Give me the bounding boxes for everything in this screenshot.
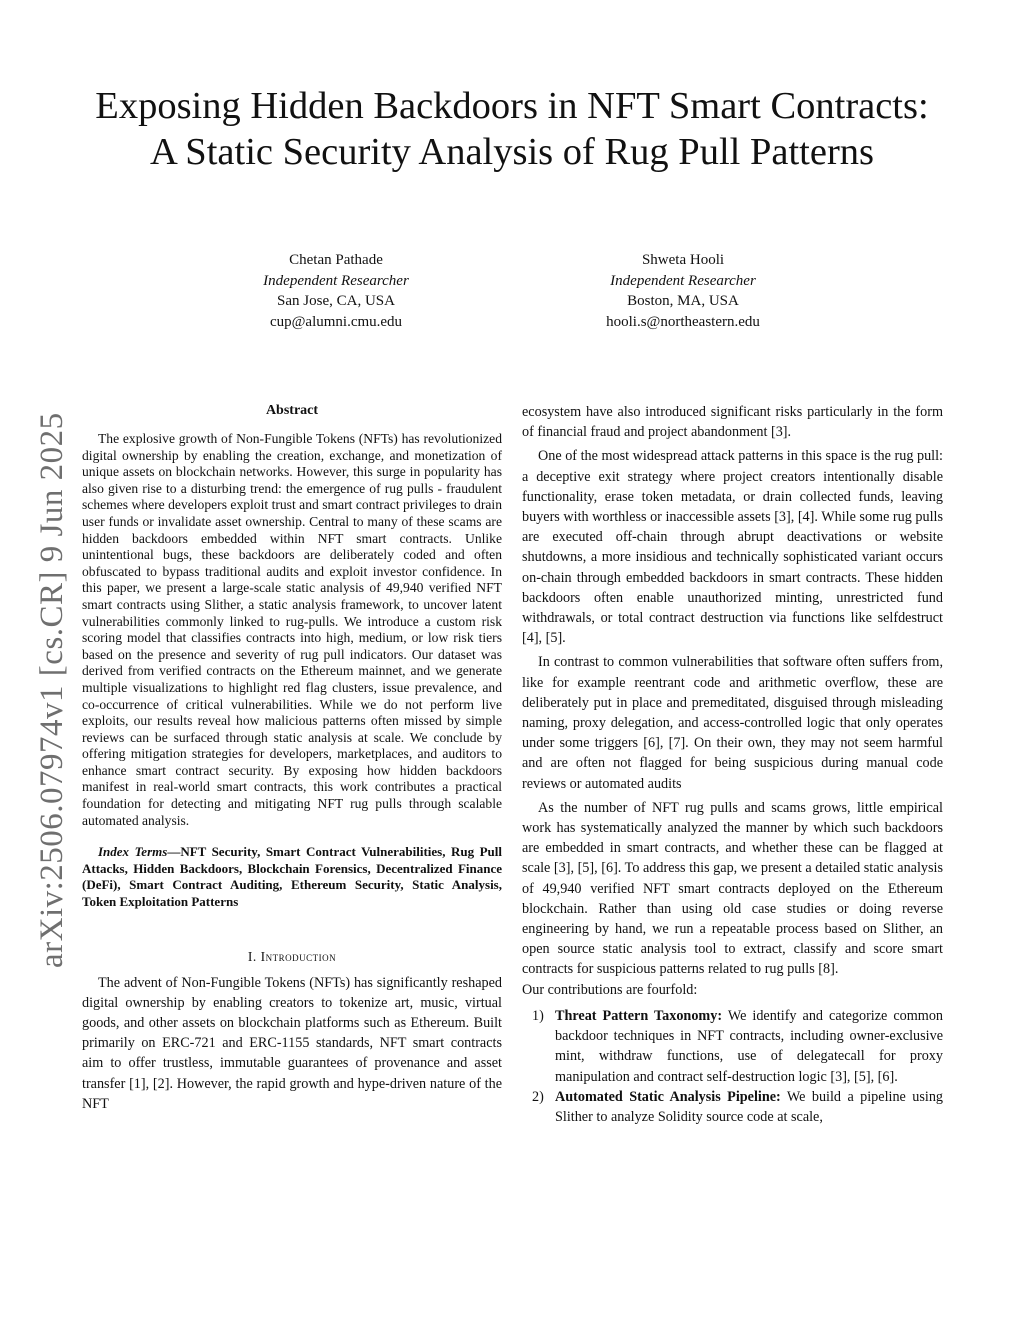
author-email[interactable]: hooli.s@northeastern.edu [606,313,760,330]
left-column [82,402,502,1114]
arxiv-identifier: arXiv:2506.07974v1 [cs.CR] 9 Jun 2025 [34,412,70,968]
author-name: Shweta Hooli [641,252,725,268]
section-number: I. [247,948,261,964]
list-item-number: 1) [532,1007,544,1024]
list-item-text: We identify and categorize common backdoor techniques in NFT contracts, including owner-exclusive mint, withdraw functions, use of delegatecall for proxy manipulation and contract self-destruction logic [3], [5], [6]. [555,1007,944,1085]
list-item-number: 2) [532,1088,544,1105]
author-name: Chetan Pathade [289,252,383,268]
author-block [533,250,833,332]
author-email[interactable]: cup@alumni.cmu.edu [269,313,403,330]
abstract-text: The explosive growth of Non-Fungible Tokens (NFTs) has revolutionized digital ownership by enabling the creation, exchange, and monetization of unique assets on blockchain networks. However, this surge in popularity has also given rise to a disturbing trend: the emergence of rug pulls - fraudulent schemes where developers exploit trust and smart contract privileges to drain user funds or invalidate asset ownership. Central to many of these scams are hidden backdoors embedded within NFT smart contracts. Unlike unintentional bugs, these backdoors are deliberately coded and often obfuscated to bypass traditional audits and exploit investor confidence. In this paper, we present a large-scale static analysis of 49,940 verified NFT smart contracts using Slither, a static analysis framework, to uncover latent vulnerabilities commonly linked to rug-pulls. We introduce a custom risk scoring model that classifies contracts into high, medium, or low risk tiers based on the presence and severity of rug pull indicators. Our dataset was derived from verified contracts on the Ethereum mainnet, and we generate multiple visualizations to highlight red flag clusters, issue prevalence, and co-occurrence of critical vulnerabilities. While we do not perform live exploits, our results reveal how malicious patterns often missed by simple reviews can be surfaced through static analysis at scale. We conclude by offering mitigation strategies for developers, marketplaces, and auditors to enhance smart contract security. By exposing how hidden backdoors manifest in real-world smart contracts, this work contributes a practical foundation for detecting and mitigating NFT rug pulls through scalable automated analysis. [82,431,502,828]
list-item-title: Automated Static Analysis Pipeline: [555,1088,781,1105]
body-paragraph: ecosystem have also introduced significant risks particularly in the form of financial fraud and project abandonment [3]. [522,404,943,441]
body-paragraph: One of the most widespread attack patterns in this space is the rug pull: a deceptive exit strategy where project creators intentionally disable functionality, erase token metadata, or drain collected funds, leaving buyers with worthless or inaccessible assets [3], [4]. While some rug pulls are executed off-chain through abrupt deactivations or website shutdowns, a more insidious and technically sophisticated variant occurs on-chain through embedded backdoors in smart contracts. These hidden backdoors often enable unauthorized minting, unrestricted fund withdrawals, or total contract destruction via functions like selfdestruct [4], [5]. [522,448,943,647]
abstract-heading: Abstract [265,403,319,418]
body-paragraph: The advent of Non-Fungible Tokens (NFTs) has significantly reshaped digital ownership by enabling creators to tokenize art, music, virtual goods, and other assets on blockchain platforms such as Ethereum. Built primarily on ERC-721 and ERC-1155 standards, NFT smart contracts aim to offer trustless, immutable guarantees of provenance and asset transfer [1], [2]. However, the rapid growth and hype-driven nature of the NFT [82,974,502,1112]
list-item-text: We build a pipeline using Slither to analyze Solidity source code at scale, [555,1088,944,1125]
index-terms [82,844,502,910]
author-affiliation: Independent Researcher [610,272,756,289]
contributions-intro: Our contributions are fourfold: [522,981,698,998]
author-affiliation: Independent Researcher [263,272,409,289]
author-location: San Jose, CA, USA [277,293,395,309]
paper-title: Exposing Hidden Backdoors in NFT Smart Contracts: A Static Security Analysis of Rug Pull Patterns [95,85,929,173]
section-title: Introduction [260,948,337,964]
body-paragraph: As the number of NFT rug pulls and scams grows, little empirical work has systematically analyzed the manner by which such backdoors are embedded in smart contracts, and whether these can be flagged at scale [3], [5], [6]. To address this gap, we present a detailed static analysis of 49,940 verified NFT smart contracts deployed on the Ethereum blockchain. Rather than using old case studies or doing reverse engineering by hand, we run a repeatable process based on Slither, an open source static analysis tool to extract, classify and score smart contracts for suspicious patterns related to rug pulls [8]. [522,799,943,978]
list-item-title: Threat Pattern Taxonomy: [555,1007,723,1024]
author-block [186,250,486,332]
contributions-list [522,1006,943,1127]
index-terms-label: Index Terms [98,844,168,860]
body-paragraph: In contrast to common vulnerabilities that software often suffers from, like for example reentrant code and arithmetic overflow, these are deliberately put in place and premeditated, disguised through misleading naming, proxy delegation, and access-controlled logic that only operates under some triggers [6], [7]. On their own, they may not seem harmful and are often not flagged for being suspicious during manual code reviews or automated audits [522,654,943,792]
author-location: Boston, MA, USA [627,293,739,309]
list-item [522,1087,943,1127]
index-terms-text: —NFT Security, Smart Contract Vulnerabilities, Rug Pull Attacks, Hidden Backdoors, Blockchain Forensics, Decentralized Finance (DeFi), Smart Contract Auditing, Ethereum Security, Static Analysis, Token Exploitation Patterns [82,844,502,910]
section-heading [82,948,502,966]
right-column [522,402,943,1127]
list-item [522,1006,943,1087]
